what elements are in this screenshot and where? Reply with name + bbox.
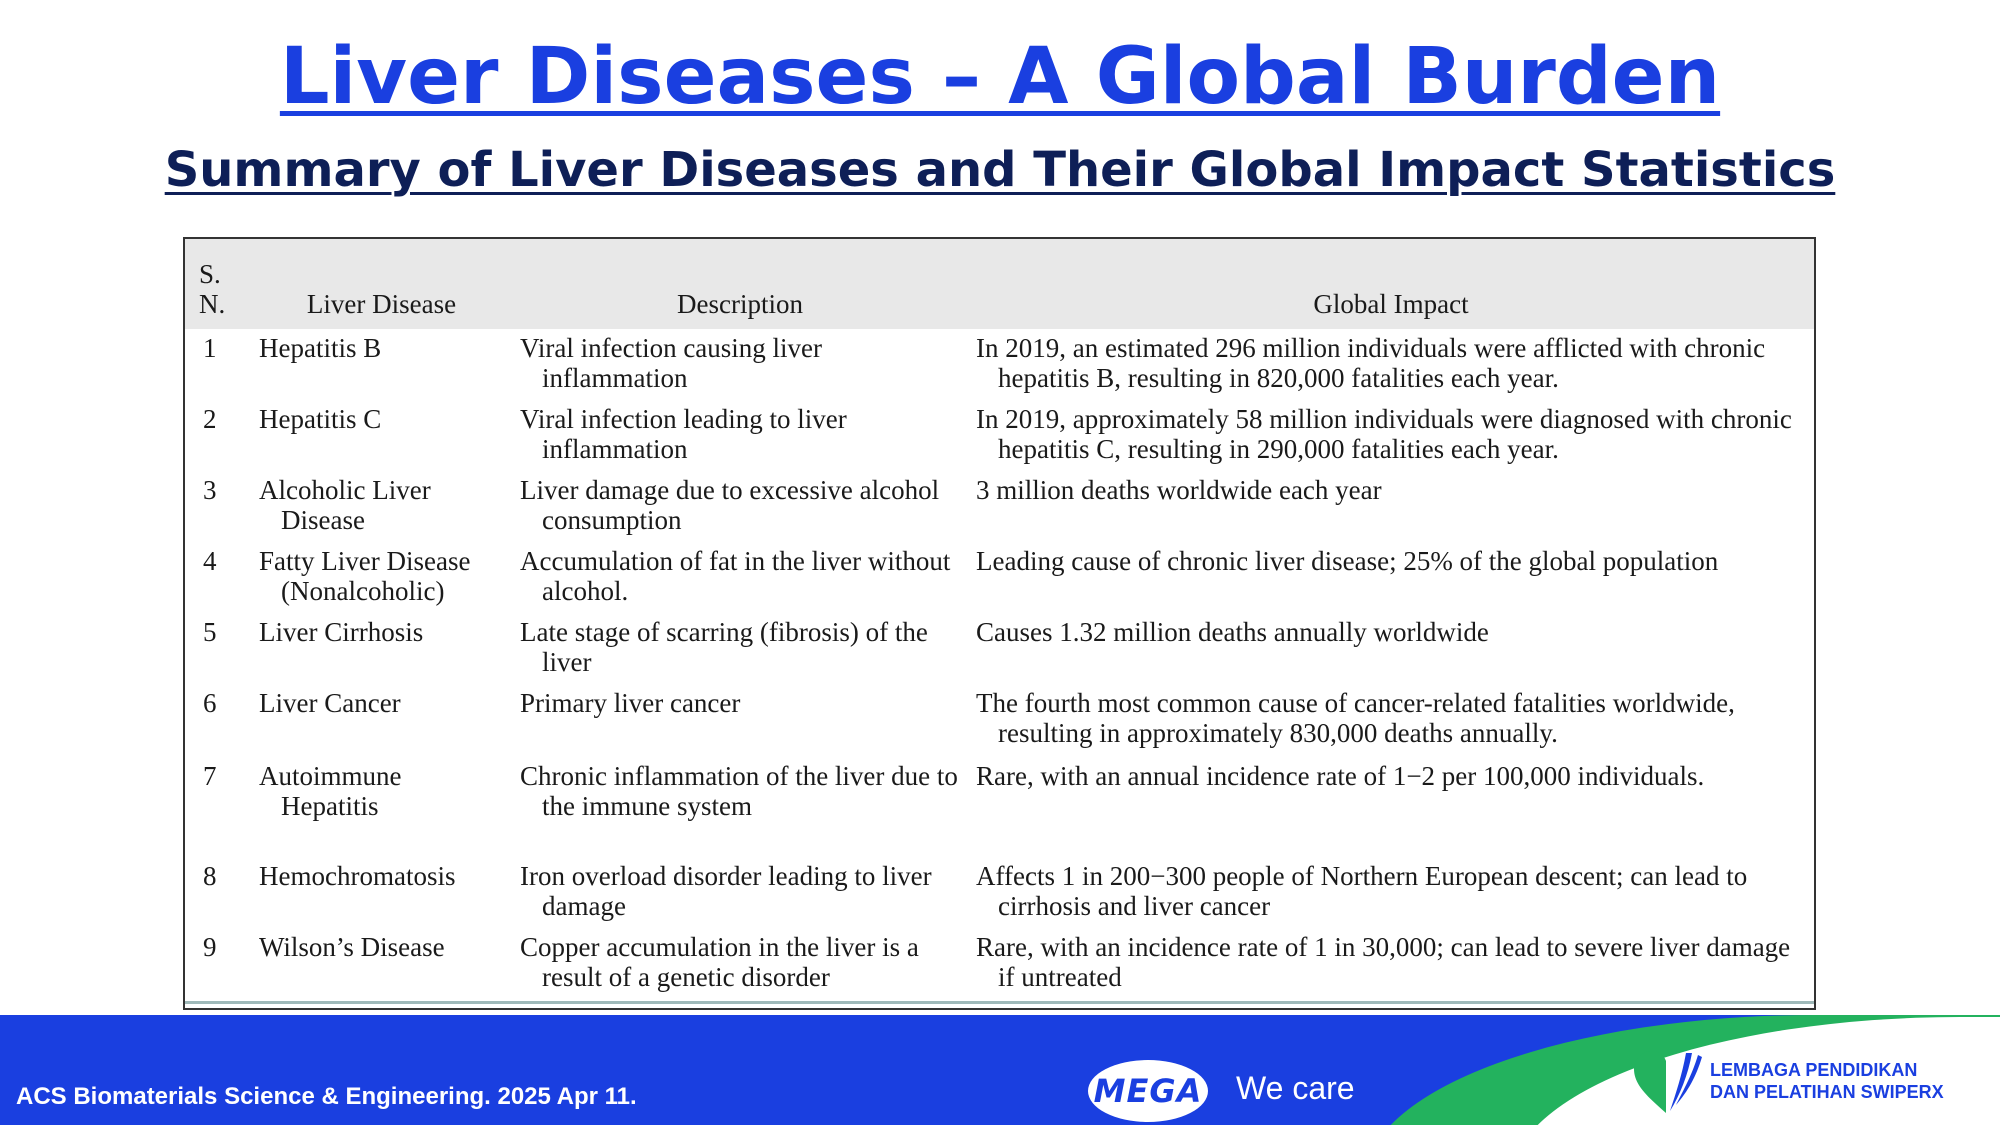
row-disease (251, 471, 512, 542)
row-impact (968, 857, 1814, 928)
row-impact (968, 542, 1814, 613)
table-row (185, 757, 1814, 857)
row-impact (968, 613, 1814, 684)
row-disease-text: Liver Cancer (259, 688, 401, 718)
row-sn: 4 (203, 546, 217, 576)
row-impact-text: Rare, with an incidence rate of 1 in 30,000; can lead to severe liver damage if untreated (976, 932, 1791, 992)
row-description-text: Viral infection causing liver inflammation (520, 333, 823, 393)
row-disease-text: Wilson’s Disease (259, 932, 445, 962)
table-row (185, 542, 1814, 613)
table-header-row (185, 239, 1814, 329)
row-description (512, 684, 968, 757)
row-description-text: Iron overload disorder leading to liver damage (520, 861, 932, 921)
tagline: We care (1236, 1070, 1355, 1106)
row-description-text: Viral infection leading to liver inflammation (520, 404, 847, 464)
row-impact-text: Affects 1 in 200−300 people of Northern European descent; can lead to cirrhosis and liver cancer (976, 861, 1748, 921)
row-disease-text: Hepatitis C (259, 404, 382, 434)
header-sn-line1: S. (199, 259, 221, 289)
row-description (512, 613, 968, 684)
row-description-text: Accumulation of fat in the liver without alcohol. (520, 546, 951, 606)
row-description-text: Chronic inflammation of the liver due to the immune system (520, 761, 958, 821)
row-sn: 1 (203, 333, 217, 363)
row-disease-text: Hepatitis B (259, 333, 382, 363)
row-disease (251, 542, 512, 613)
row-description (512, 542, 968, 613)
row-disease (251, 613, 512, 684)
footer-bar (0, 1015, 2000, 1125)
row-description (512, 329, 968, 400)
table-row (185, 928, 1814, 994)
row-description (512, 857, 968, 928)
row-description (512, 757, 968, 857)
row-disease-text: Autoimmune Hepatitis (259, 761, 402, 821)
table-row (185, 684, 1814, 757)
slide-title: Liver Diseases – A Global Burden (279, 32, 1721, 122)
row-sn: 7 (203, 761, 217, 791)
row-sn: 3 (203, 475, 217, 505)
table-row (185, 329, 1814, 400)
row-disease (251, 400, 512, 471)
row-disease-text: Liver Cirrhosis (259, 617, 424, 647)
row-description-text: Late stage of scarring (fibrosis) of the liver (520, 617, 928, 677)
slide-subtitle: Summary of Liver Diseases and Their Global Impact Statistics (164, 142, 1836, 198)
row-impact-text: Causes 1.32 million deaths annually worldwide (976, 617, 1489, 647)
table-row (185, 471, 1814, 542)
header-sn-line2: N. (199, 289, 226, 319)
table-row (185, 613, 1814, 684)
row-disease-text: Hemochromatosis (259, 861, 456, 891)
row-disease (251, 757, 512, 857)
row-description (512, 400, 968, 471)
row-impact-text: Leading cause of chronic liver disease; 25% of the global population (976, 546, 1719, 576)
row-sn: 9 (203, 932, 217, 962)
row-impact (968, 684, 1814, 757)
row-disease (251, 329, 512, 400)
header-description: Description (512, 239, 968, 329)
institution-line1: LEMBAGA PENDIDIKAN (1710, 1060, 1918, 1080)
row-impact-text: 3 million deaths worldwide each year (976, 475, 1382, 505)
header-impact: Global Impact (968, 239, 1814, 329)
row-sn: 6 (203, 688, 217, 718)
row-description-text: Primary liver cancer (520, 688, 741, 718)
row-impact-text: In 2019, an estimated 296 million individuals were afflicted with chronic hepatitis B, resulting in 820,000 fatalities each year. (976, 333, 1766, 393)
table-bottom-rule (185, 1001, 1814, 1004)
row-description-text: Copper accumulation in the liver is a result of a genetic disorder (520, 932, 919, 992)
institution-line2: DAN PELATIHAN SWIPERX (1710, 1082, 1944, 1102)
row-disease-text: Alcoholic Liver Disease (259, 475, 431, 535)
liver-disease-table (183, 237, 1816, 1010)
citation-text: ACS Biomaterials Science & Engineering. 2025 Apr 11. (16, 1083, 637, 1110)
row-disease (251, 857, 512, 928)
row-sn: 2 (203, 404, 217, 434)
row-disease-text: Fatty Liver Disease (Nonalcoholic) (259, 546, 471, 606)
row-description (512, 928, 968, 994)
row-impact (968, 400, 1814, 471)
mega-logo: MEGA (1088, 1060, 1208, 1122)
row-disease (251, 684, 512, 757)
row-impact (968, 329, 1814, 400)
row-impact (968, 928, 1814, 994)
header-sn (185, 239, 251, 329)
row-description-text: Liver damage due to excessive alcohol consumption (520, 475, 940, 535)
institution-name (1710, 1059, 1944, 1103)
table-row (185, 857, 1814, 928)
heart-logo-icon (1630, 1045, 1705, 1120)
row-impact-text: The fourth most common cause of cancer-related fatalities worldwide, resulting in approximately 830,000 deaths annually. (976, 688, 1735, 748)
row-sn: 5 (203, 617, 217, 647)
row-sn: 8 (203, 861, 217, 891)
row-impact (968, 471, 1814, 542)
row-impact (968, 757, 1814, 857)
header-disease: Liver Disease (251, 239, 512, 329)
row-impact-text: Rare, with an annual incidence rate of 1−2 per 100,000 individuals. (976, 761, 1705, 791)
row-disease (251, 928, 512, 994)
row-impact-text: In 2019, approximately 58 million individuals were diagnosed with chronic hepatitis C, resulting in 290,000 fatalities each year. (976, 404, 1792, 464)
row-description (512, 471, 968, 542)
table-row (185, 400, 1814, 471)
